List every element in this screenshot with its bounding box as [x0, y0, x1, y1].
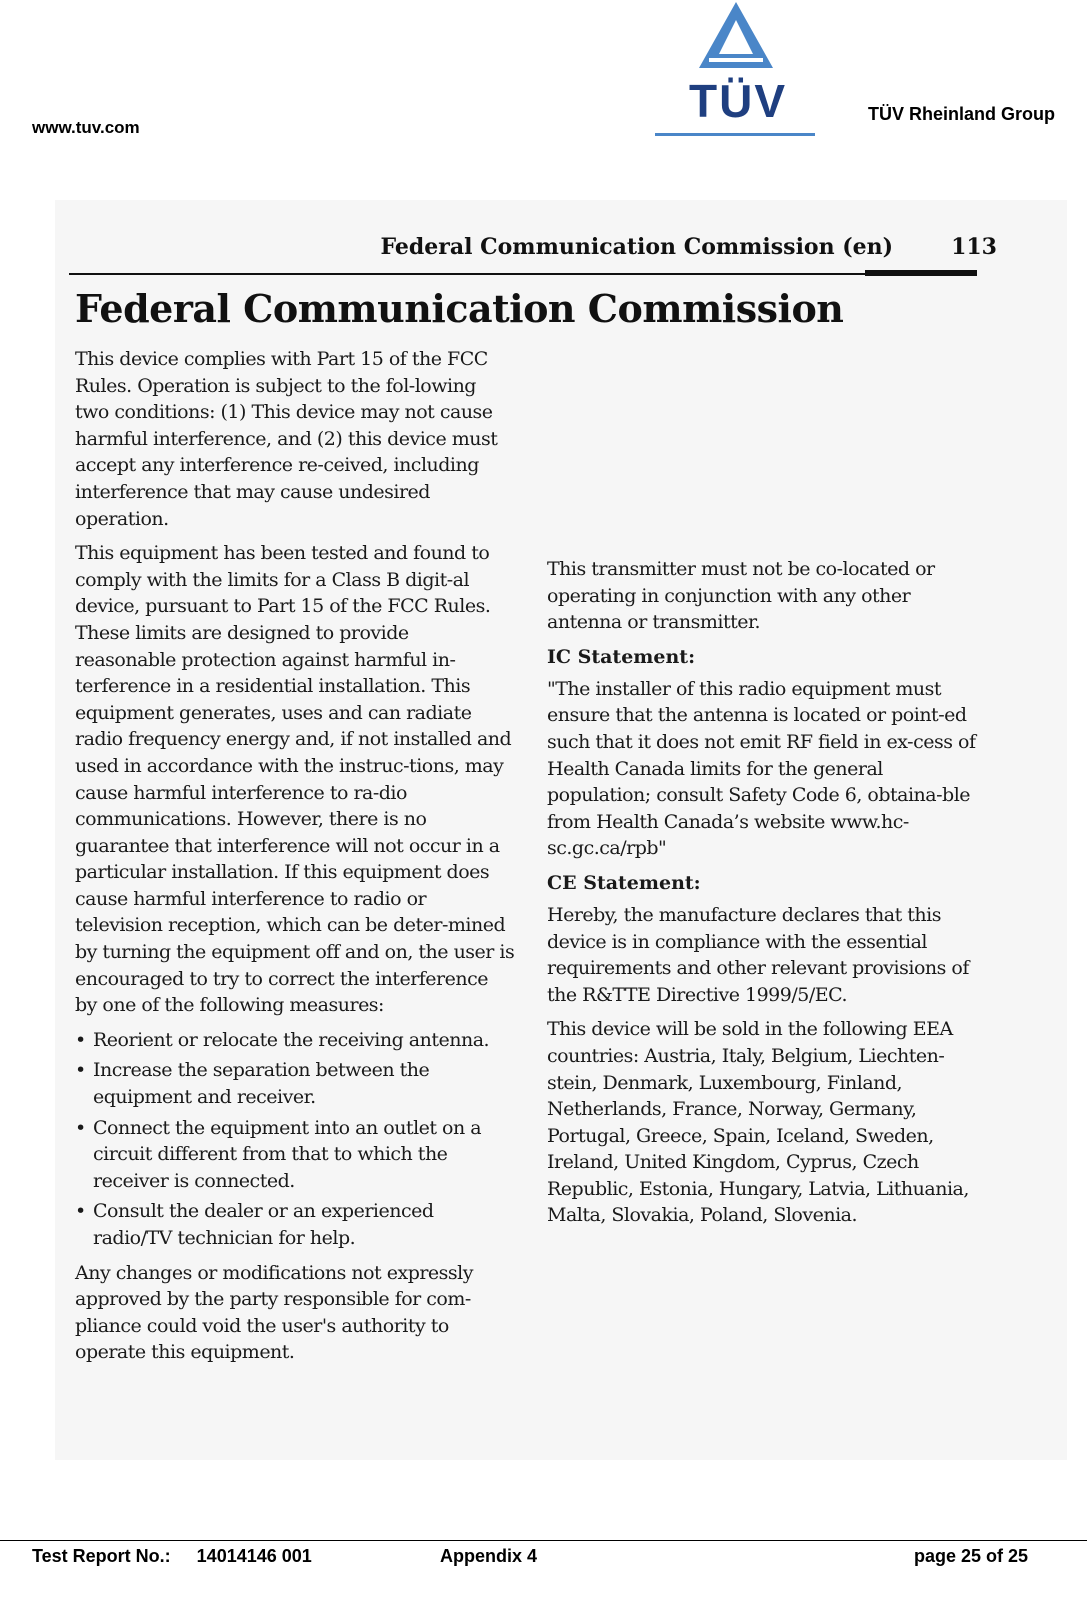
header-rule [69, 273, 865, 275]
colocation-paragraph: This transmitter must not be co-located or operating in conjunction with any other antenna or transmitter. [547, 558, 935, 634]
appendix-label: Appendix 4 [440, 1546, 538, 1566]
left-column [75, 346, 515, 1374]
compliance-paragraph: This device complies with Part 15 of the FCC Rules. Operation is subject to the fol-lowing two conditions: (1) This device may not cause harmful interference, and (2) this device must accept any interference re-ceived, including interference that may cause undesired operation. [75, 348, 498, 530]
ce-statement-text: Hereby, the manufacture declares that this device is in compliance with the essential requirements and other relevant provisions of the R&TTE Directive 1999/5/EC. [547, 903, 969, 1006]
tuv-triangle-icon [697, 0, 775, 72]
footer-rule [0, 1540, 1087, 1541]
modifications-paragraph: Any changes or modifications not expressly approved by the party responsible for com-pliance could void the user's authority to operate this equipment. [75, 1261, 473, 1364]
logo-text: TÜV [689, 75, 787, 127]
report-label: Test Report No.: [32, 1546, 171, 1566]
manual-page-number: 113 [951, 234, 997, 260]
report-number-value: 14014146 001 [196, 1546, 312, 1566]
eea-countries-text: This device will be sold in the following EEA countries: Austria, Italy, Belgium, Liechten-stein, Denmark, Luxembourg, Finland, Netherlands, France, Norway, Germany, Portugal, Greece, Spain, Iceland, Sweden, Ireland, United Kingdom, Cyprus, Czech Republic, Estonia, Hungary, Latvia, Lithuania, Malta, Slovakia, Poland, Slovenia. [547, 1018, 969, 1227]
measures-list [75, 1027, 515, 1252]
header-rule-thick [865, 270, 977, 276]
page-indicator: page 25 of 25 [914, 1546, 1029, 1566]
list-item: • Connect the equipment into an outlet on a circuit different from that to which the receiver is connected. [75, 1115, 515, 1195]
website-url: www.tuv.com [32, 118, 140, 137]
list-item: • Consult the dealer or an experienced radio/TV technician for help. [75, 1198, 515, 1251]
ic-statement-text: "The installer of this radio equipment must ensure that the antenna is located or point-ed such that it does not emit RF field in ex-cess of Health Canada limits for the general population; consult Safety Code 6, obtaina-ble from Health Canada’s website www.hc-sc.gc.ca/rpb" [547, 677, 976, 860]
running-title: Federal Communication Commission (en) [380, 234, 894, 260]
page-title: Federal Communication Commission [75, 286, 844, 331]
report-number [32, 1546, 312, 1567]
right-column [547, 556, 979, 1237]
running-header [380, 234, 997, 260]
list-item: • Increase the separation between the equipment and receiver. [75, 1057, 515, 1110]
list-item: • Reorient or relocate the receiving antenna. [75, 1027, 515, 1054]
ce-statement-heading: CE Statement: [547, 871, 701, 894]
scanned-manual-page [55, 200, 1067, 1460]
class-b-paragraph: This equipment has been tested and found to comply with the limits for a Class B digit-al device, pursuant to Part 15 of the FCC Rules. These limits are designed to provide reasonable protection against harmful in-terference in a residential installation. This equipment generates, uses and can radiate radio frequency energy and, if not installed and used in accordance with the instruc-tions, may cause harmful interference to ra-dio communications. However, there is no guarantee that interference will not occur in a particular installation. If this equipment does cause harmful interference to radio or television reception, which can be deter-mined by turning the equipment off and on, the user is encouraged to try to correct the interference by one of the following measures: [75, 542, 515, 1017]
group-name: TÜV Rheinland Group [868, 104, 1055, 124]
logo-underline [655, 133, 815, 136]
tuv-logo [655, 0, 815, 140]
ic-statement-heading: IC Statement: [547, 645, 696, 668]
